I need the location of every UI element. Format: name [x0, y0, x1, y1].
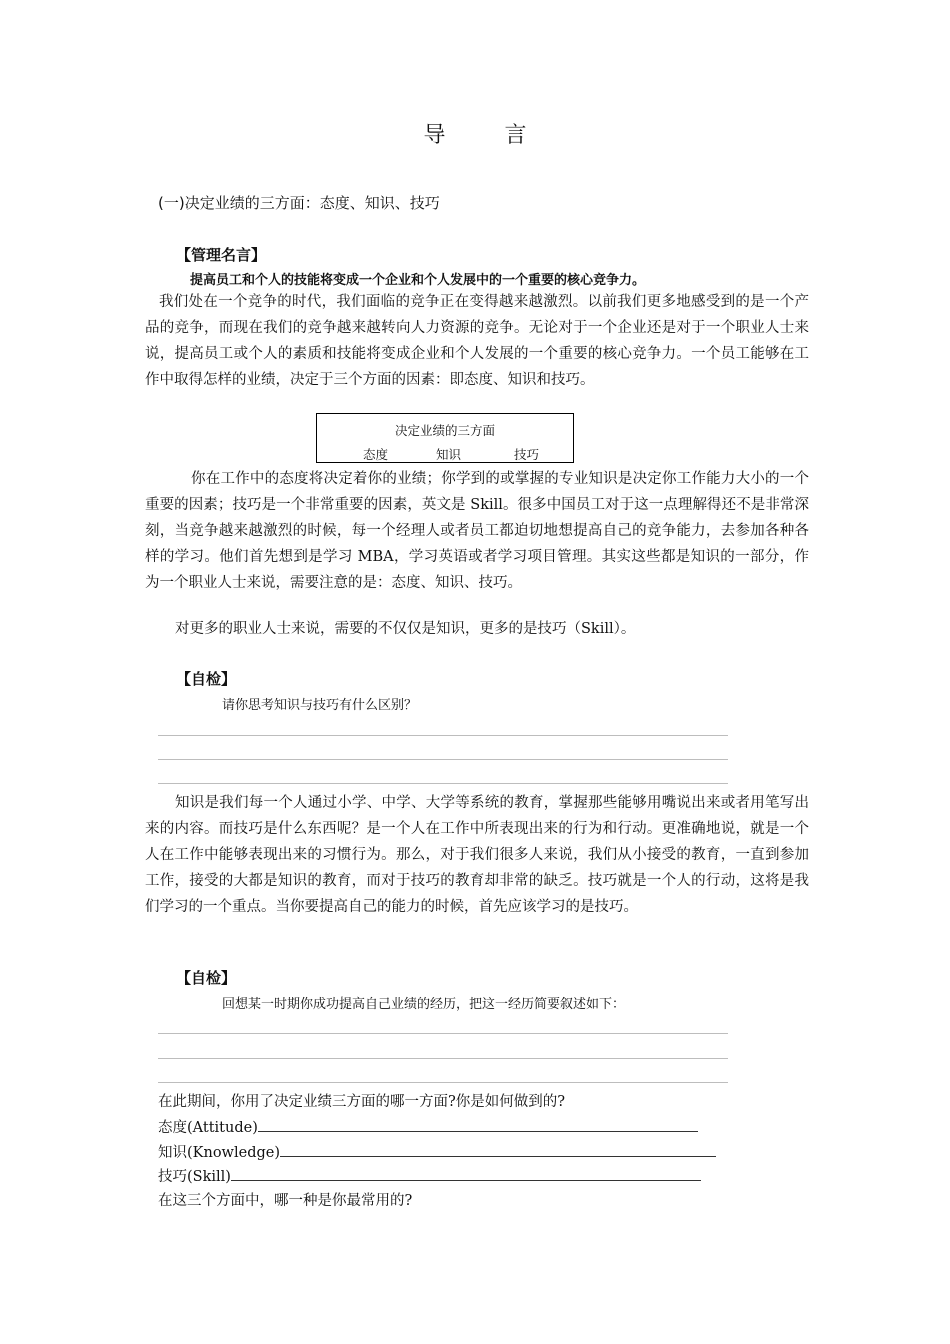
- knowledge-label: 知识(Knowledge): [158, 1145, 280, 1161]
- self-check-2-tag: 【自检】: [176, 969, 237, 987]
- self-check-1-question: 请你思考知识与技巧有什么区别？: [222, 698, 418, 713]
- self-check-2-question: 回想某一时期你成功提高自己业绩的经历，把这一经历简要叙述如下：: [222, 997, 626, 1012]
- section-heading: (一)决定业绩的三方面：态度、知识、技巧: [158, 194, 440, 212]
- skill-label: 技巧(Skill): [158, 1169, 231, 1185]
- answer-line-2[interactable]: [158, 759, 728, 760]
- form-intro: 在此期间，你用了决定业绩三方面的哪一方面?你是如何做到的?: [158, 1094, 566, 1110]
- mgmt-quote-tag: 【管理名言】: [176, 246, 267, 264]
- attitude-row: [158, 1115, 728, 1141]
- factor-attitude: 态度: [363, 447, 389, 462]
- answer-line-4[interactable]: [158, 1033, 728, 1034]
- knowledge-answer-line[interactable]: [280, 1140, 716, 1157]
- self-check-1-tag: 【自检】: [176, 670, 237, 688]
- skill-answer-line[interactable]: [231, 1164, 701, 1181]
- mgmt-quote: 提高员工和个人的技能将变成一个企业和个人发展中的一个重要的核心竞争力。: [190, 273, 646, 288]
- page-title: 导 言: [423, 123, 553, 148]
- three-factors-caption: 决定业绩的三方面: [394, 423, 495, 438]
- factor-knowledge: 知识: [436, 447, 462, 462]
- skill-row: [158, 1164, 728, 1190]
- paragraph-2: [145, 466, 809, 596]
- paragraph-2-text: 你在工作中的态度将决定着你的业绩；你学到的或掌握的专业知识是决定你工作能力大小的一个重要的因素；技巧是一个非常重要的因素，英文是 Skill。很多中国员工对于这一点理解得还不是非常深刻，当竞争越来越激烈的时候，每一个经理人或者员工都迫切地想提高自己的竞争能力，去参加各种各样的学习。他们首先想到是学习 MBA，学习英语或者学习项目管理。其实这些都是知识的一部分，作为一个职业人士来说，需要注意的是：态度、知识、技巧。: [145, 471, 809, 591]
- answer-line-3[interactable]: [158, 783, 728, 784]
- knowledge-row: [158, 1140, 728, 1166]
- paragraph-4: [145, 790, 809, 920]
- paragraph-1: [145, 289, 809, 393]
- attitude-answer-line[interactable]: [258, 1115, 698, 1132]
- answer-line-5[interactable]: [158, 1058, 728, 1059]
- paragraph-3: [145, 616, 809, 642]
- answer-line-6[interactable]: [158, 1082, 728, 1083]
- answer-line-1[interactable]: [158, 735, 728, 736]
- paragraph-3-text: 对更多的职业人士来说，需要的不仅仅是知识，更多的是技巧（Skill）。: [175, 621, 636, 637]
- form-final-question: 在这三个方面中，哪一种是你最常用的?: [158, 1193, 413, 1209]
- paragraph-4-text: 知识是我们每一个人通过小学、中学、大学等系统的教育，掌握那些能够用嘴说出来或者用笔写出来的内容。而技巧是什么东西呢？是一个人在工作中所表现出来的行为和行动。更准确地说，就是一个人在工作中能够表现出来的习惯行为。那么，对于我们很多人来说，我们从小接受的教育，一直到参加工作，接受的大都是知识的教育，而对于技巧的教育却非常的缺乏。技巧就是一个人的行动，这将是我们学习的一个重点。当你要提高自己的能力的时候，首先应该学习的是技巧。: [145, 795, 809, 915]
- factor-skill: 技巧: [514, 447, 540, 462]
- attitude-label: 态度(Attitude): [158, 1120, 258, 1136]
- paragraph-1-text: 我们处在一个竞争的时代，我们面临的竞争正在变得越来越激烈。以前我们更多地感受到的是一个产品的竞争，而现在我们的竞争越来越转向人力资源的竞争。无论对于一个企业还是对于一个职业人士来说，提高员工或个人的素质和技能将变成企业和个人发展的一个重要的核心竞争力。一个员工能够在工作中取得怎样的业绩，决定于三个方面的因素：即态度、知识和技巧。: [145, 294, 809, 388]
- three-factors-box: [316, 413, 574, 463]
